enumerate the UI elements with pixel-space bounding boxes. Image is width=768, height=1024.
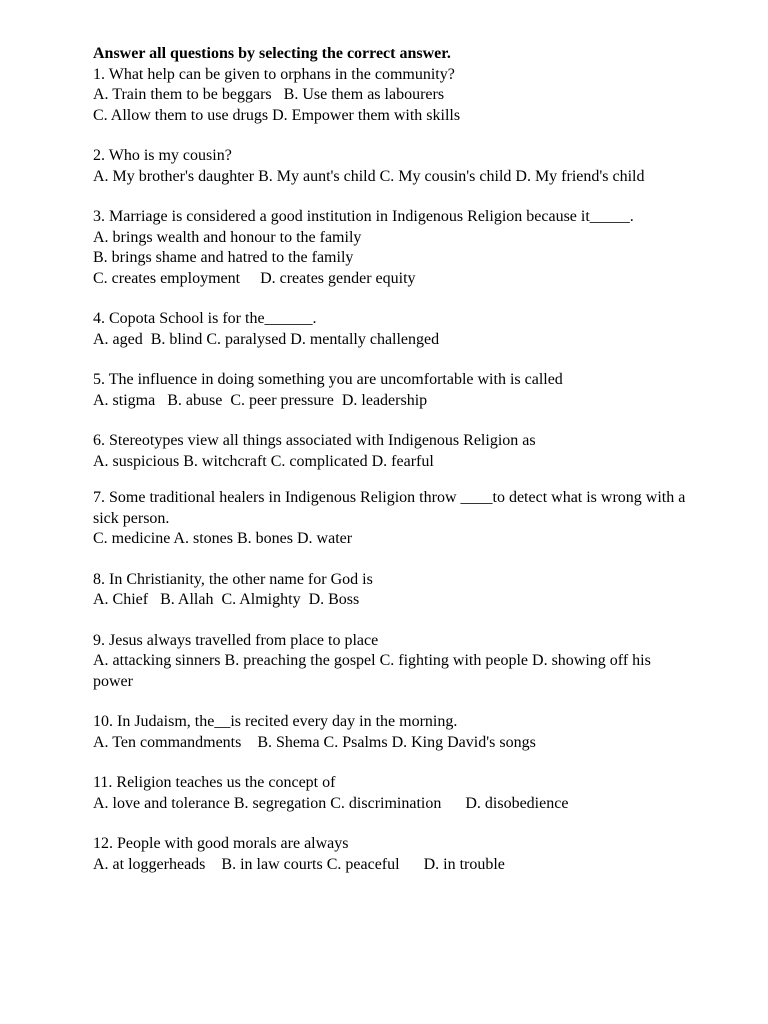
question-1: [93, 65, 693, 127]
worksheet-page: [93, 44, 693, 875]
answer-options: A. Train them to be beggars B. Use them as labourers: [93, 86, 445, 103]
question-2: [93, 146, 693, 187]
question-3: [93, 207, 693, 289]
answer-options: C. Allow them to use drugs D. Empower them with skills: [93, 106, 461, 124]
answer-options: C. medicine A. stones B. bones D. water: [93, 530, 353, 547]
answer-options: A. stigma B. abuse C. peer pressure D. leadership: [93, 391, 428, 409]
question-stem: 6. Stereotypes view all things associated with Indigenous Religion as: [93, 432, 536, 449]
instruction-heading: Answer all questions by selecting the correct answer.: [93, 45, 451, 62]
answer-options: C. creates employment D. creates gender equity: [93, 269, 416, 287]
answer-options: B. brings shame and hatred to the family: [93, 249, 354, 266]
question-stem: 12. People with good morals are always: [93, 835, 349, 852]
answer-options: A. Chief B. Allah C. Almighty D. Boss: [93, 591, 360, 608]
answer-options: A. brings wealth and honour to the family: [93, 228, 362, 246]
answer-options: A. at loggerheads B. in law courts C. peaceful D. in trouble: [93, 855, 505, 873]
answer-options: A. suspicious B. witchcraft C. complicated D. fearful: [93, 452, 434, 470]
answer-options: A. love and tolerance B. segregation C. discrimination D. disobedience: [93, 794, 569, 812]
question-7: [93, 488, 693, 550]
question-stem: 1. What help can be given to orphans in the community?: [93, 65, 455, 83]
question-12: [93, 834, 693, 875]
question-stem: 3. Marriage is considered a good institution in Indigenous Religion because it_____.: [93, 208, 634, 225]
answer-options: A. aged B. blind C. paralysed D. mentally challenged: [93, 330, 440, 348]
question-5: [93, 370, 693, 411]
question-11: [93, 773, 693, 814]
question-stem: 5. The influence in doing something you are uncomfortable with is called: [93, 371, 563, 388]
question-4: [93, 309, 693, 350]
question-8: [93, 570, 693, 611]
question-stem: 10. In Judaism, the__is recited every day in the morning.: [93, 713, 458, 730]
answer-options: A. My brother's daughter B. My aunt's child C. My cousin's child D. My friend's child: [93, 167, 645, 185]
question-10: [93, 712, 693, 753]
question-stem: 11. Religion teaches us the concept of: [93, 774, 336, 791]
question-stem: 2. Who is my cousin?: [93, 147, 232, 164]
question-stem: 7. Some traditional healers in Indigenous Religion throw ____to detect what is wrong with a sick person.: [93, 489, 686, 527]
answer-options: A. Ten commandments B. Shema C. Psalms D. King David's songs: [93, 733, 536, 751]
question-9: [93, 631, 693, 693]
question-stem: 9. Jesus always travelled from place to place: [93, 631, 379, 649]
question-stem: 8. In Christianity, the other name for God is: [93, 570, 373, 588]
answer-options: A. attacking sinners B. preaching the gospel C. fighting with people D. showing off his power: [93, 652, 651, 690]
question-6: [93, 431, 693, 472]
question-stem: 4. Copota School is for the______.: [93, 310, 317, 327]
